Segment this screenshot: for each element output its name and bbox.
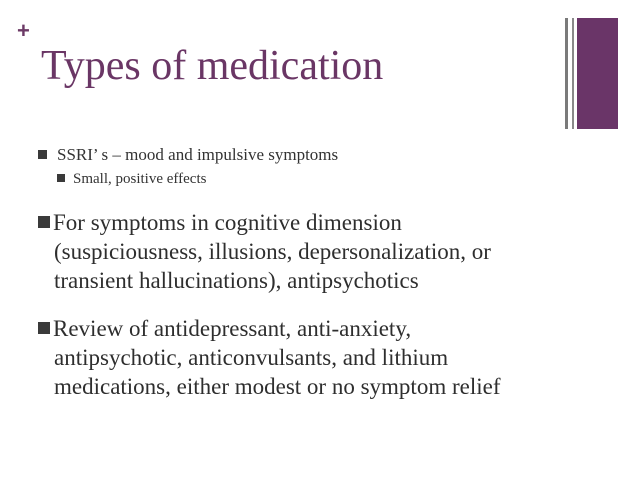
bullet-item: [38, 145, 338, 165]
bullet-text: SSRI’ s – mood and impulsive symptoms: [57, 145, 339, 164]
bullet-item: [38, 208, 598, 295]
square-bullet-icon: [57, 174, 65, 182]
bullet-text-line: Review of antidepressant, anti-anxiety,: [53, 316, 412, 341]
sub-bullet-item: [57, 170, 206, 188]
bullet-text-line: For symptoms in cognitive dimension: [53, 210, 402, 235]
decorative-bar-accent: [577, 18, 618, 129]
bullet-text-line: antipsychotic, anticonvulsants, and lithium: [54, 345, 449, 370]
bullet-text-line: transient hallucinations), antipsychotics: [54, 268, 419, 293]
sub-bullet-text: Small, positive effects: [73, 171, 207, 187]
square-bullet-icon: [38, 322, 50, 334]
bullet-item: [38, 314, 598, 401]
bullet-text-line: (suspiciousness, illusions, depersonalization, or: [54, 239, 491, 264]
square-bullet-icon: [38, 150, 47, 159]
slide-title: Types of medication: [41, 43, 384, 89]
plus-mark-icon: +: [17, 18, 30, 43]
bullet-text-line: medications, either modest or no symptom relief: [54, 374, 501, 399]
decorative-bar-thin: [565, 18, 568, 129]
square-bullet-icon: [38, 216, 50, 228]
decorative-bar-thin: [572, 18, 574, 129]
